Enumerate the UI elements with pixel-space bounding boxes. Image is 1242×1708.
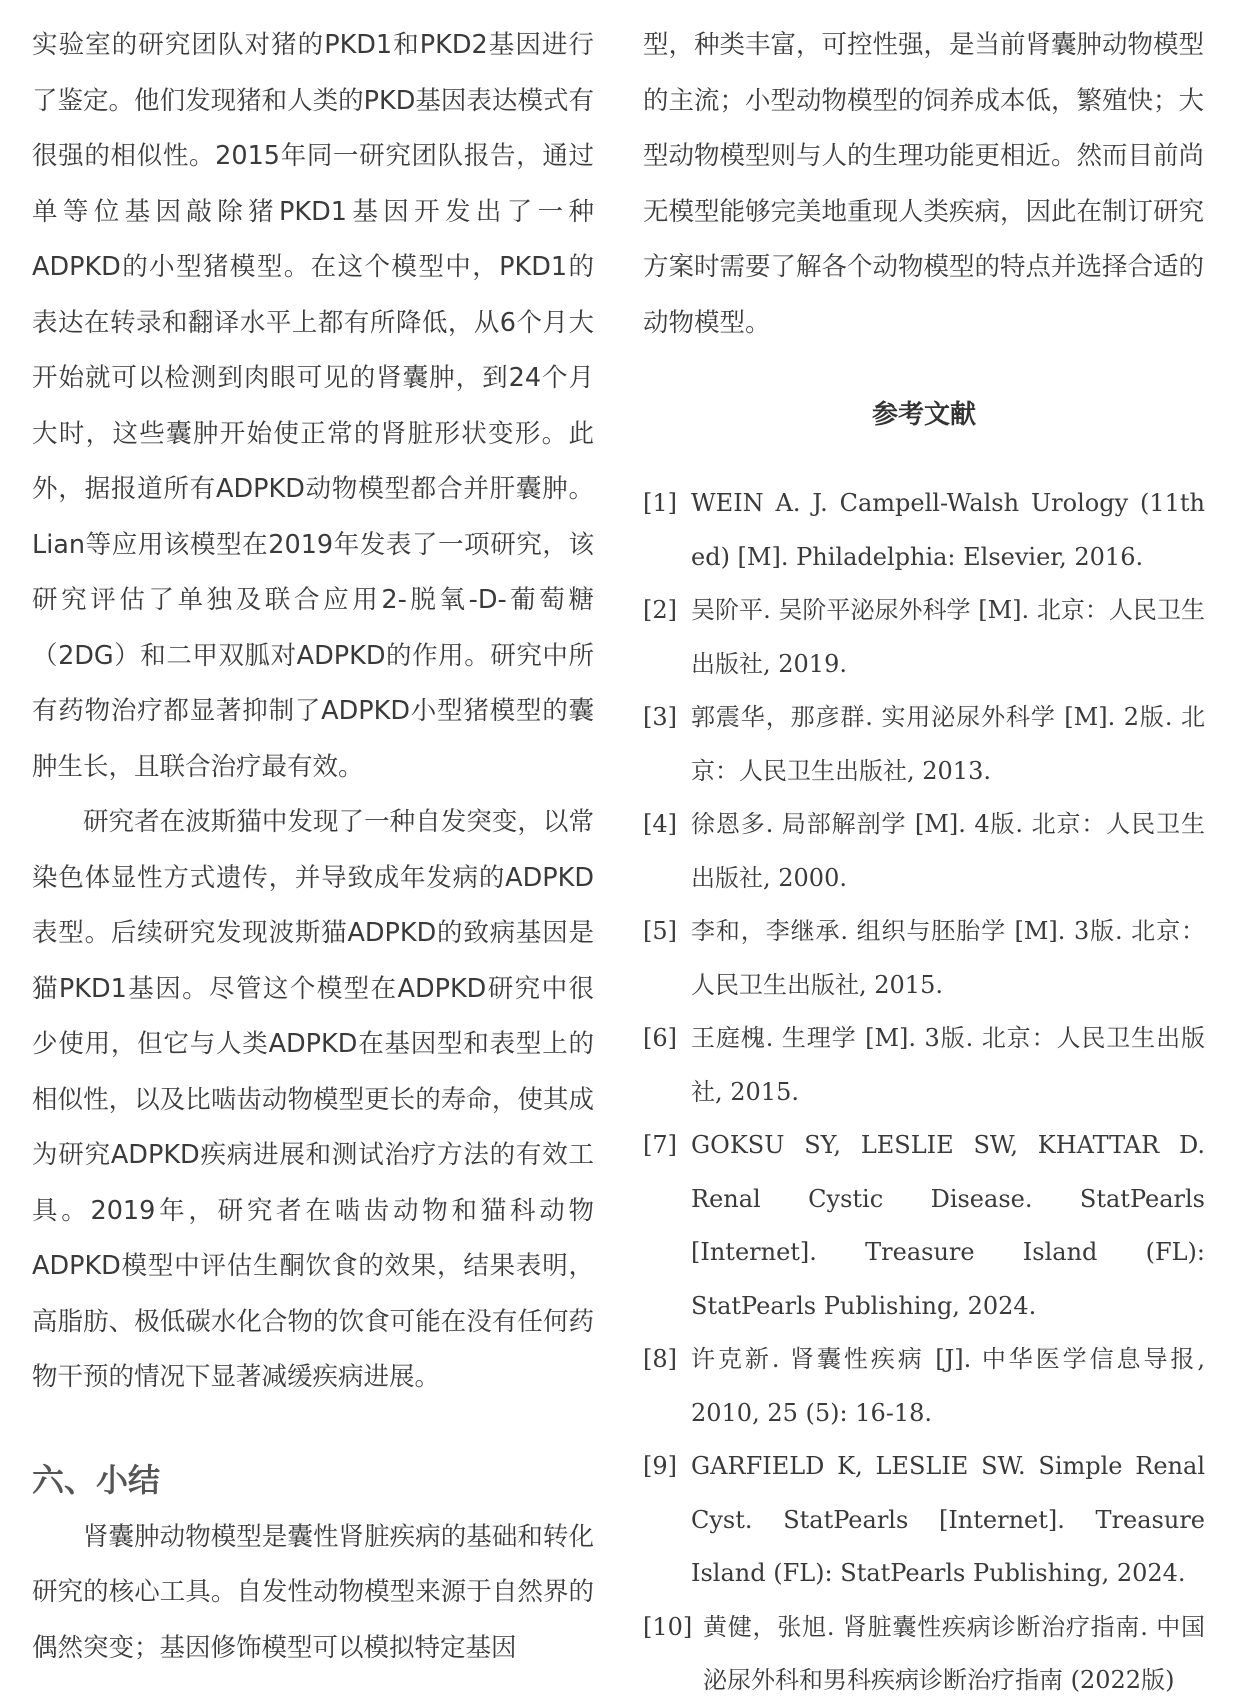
reference-number: [10]	[643, 1612, 693, 1641]
reference-text: GARFIELD K, LESLIE SW. Simple Renal Cyst. StatPearls [Internet]. Treasure Island (FL): StatPearls Publishing, 2024.	[691, 1452, 1205, 1587]
reference-text: 李和，李继承. 组织与胚胎学 [M]. 3版. 北京：人民卫生出版社, 2015.	[691, 917, 1205, 999]
left-column	[32, 18, 594, 1676]
reference-number: [9]	[643, 1452, 677, 1480]
reference-text: WEIN A. J. Campell-Walsh Urology (11th ed) [M]. Philadelphia: Elsevier, 2016.	[691, 489, 1205, 571]
reference-text: 徐恩多. 局部解剖学 [M]. 4版. 北京：人民卫生出版社, 2000.	[691, 810, 1205, 892]
section-heading-summary: 六、小结	[32, 1460, 161, 1499]
reference-item	[643, 1119, 1205, 1333]
reference-item	[643, 905, 1205, 1012]
reference-number: [4]	[643, 810, 677, 838]
reference-number: [5]	[643, 917, 677, 945]
reference-item	[643, 691, 1205, 798]
reference-text: 王庭槐. 生理学 [M]. 3版. 北京：人民卫生出版社, 2015.	[691, 1024, 1205, 1106]
reference-number: [3]	[643, 703, 677, 731]
reference-number: [8]	[643, 1345, 677, 1373]
paragraph-pig-model: 实验室的研究团队对猪的PKD1和PKD2基因进行了鉴定。他们发现猪和人类的PKD基因表达模式有很强的相似性。2015年同一研究团队报告，通过单等位基因敲除猪PKD1基因开发出了一种ADPKD的小型猪模型。在这个模型中，PKD1的表达在转录和翻译水平上都有所降低，从6个月大开始就可以检测到肉眼可见的肾囊肿，到24个月大时，这些囊肿开始使正常的肾脏形状变形。此外，据报道所有ADPKD动物模型都合并肝囊肿。Lian等应用该模型在2019年发表了一项研究，该研究评估了单独及联合应用2-脱氧-D-葡萄糖（2DG）和二甲双胍对ADPKD的作用。研究中所有药物治疗都显著抑制了ADPKD小型猪模型的囊肿生长，且联合治疗最有效。	[32, 30, 594, 782]
references-heading: 参考文献	[871, 400, 976, 430]
reference-item	[643, 584, 1205, 691]
reference-item	[643, 798, 1205, 905]
reference-text: 黄健，张旭. 肾脏囊性疾病诊断治疗指南. 中国泌尿外科和男科疾病诊断治疗指南 (2022版)	[703, 1612, 1205, 1694]
reference-text: 吴阶平. 吴阶平泌尿外科学 [M]. 北京：人民卫生出版社, 2019.	[691, 596, 1205, 678]
reference-number: [2]	[643, 596, 677, 624]
reference-item	[643, 1333, 1205, 1440]
reference-text: 许克新. 肾囊性疾病 [J]. 中华医学信息导报, 2010, 25 (5): 16-18.	[691, 1345, 1205, 1427]
paragraph-summary-continued: 型，种类丰富，可控性强，是当前肾囊肿动物模型的主流；小型动物模型的饲养成本低，繁殖快；大型动物模型则与人的生理功能更相近。然而目前尚无模型能够完美地重现人类疾病，因此在制订研究方案时需要了解各个动物模型的特点并选择合适的动物模型。	[643, 30, 1205, 338]
paragraph-summary: 肾囊肿动物模型是囊性肾脏疾病的基础和转化研究的核心工具。自发性动物模型来源于自然界的偶然突变；基因修饰模型可以模拟特定基因	[32, 1521, 594, 1663]
reference-number: [1]	[643, 489, 677, 517]
reference-number: [7]	[643, 1131, 677, 1159]
reference-list	[643, 477, 1205, 1708]
reference-item	[643, 477, 1205, 584]
right-column	[643, 18, 1205, 1708]
reference-item	[643, 1440, 1205, 1601]
reference-item	[643, 1012, 1205, 1119]
reference-item	[643, 1601, 1205, 1708]
reference-text: 郭震华，那彦群. 实用泌尿外科学 [M]. 2版. 北京：人民卫生出版社, 2013.	[691, 703, 1205, 785]
reference-text: GOKSU SY, LESLIE SW, KHATTAR D. Renal Cystic Disease. StatPearls [Internet]. Treasure Island (FL): StatPearls Publishing, 2024.	[691, 1131, 1205, 1320]
paragraph-cat-model: 研究者在波斯猫中发现了一种自发突变，以常染色体显性方式遗传，并导致成年发病的ADPKD表型。后续研究发现波斯猫ADPKD的致病基因是猫PKD1基因。尽管这个模型在ADPKD研究中很少使用，但它与人类ADPKD在基因型和表型上的相似性，以及比啮齿动物模型更长的寿命，使其成为研究ADPKD疾病进展和测试治疗方法的有效工具。2019年，研究者在啮齿动物和猫科动物ADPKD模型中评估生酮饮食的效果，结果表明，高脂肪、极低碳水化合物的饮食可能在没有任何药物干预的情况下显著减缓疾病进展。	[32, 807, 594, 1392]
reference-number: [6]	[643, 1024, 677, 1052]
